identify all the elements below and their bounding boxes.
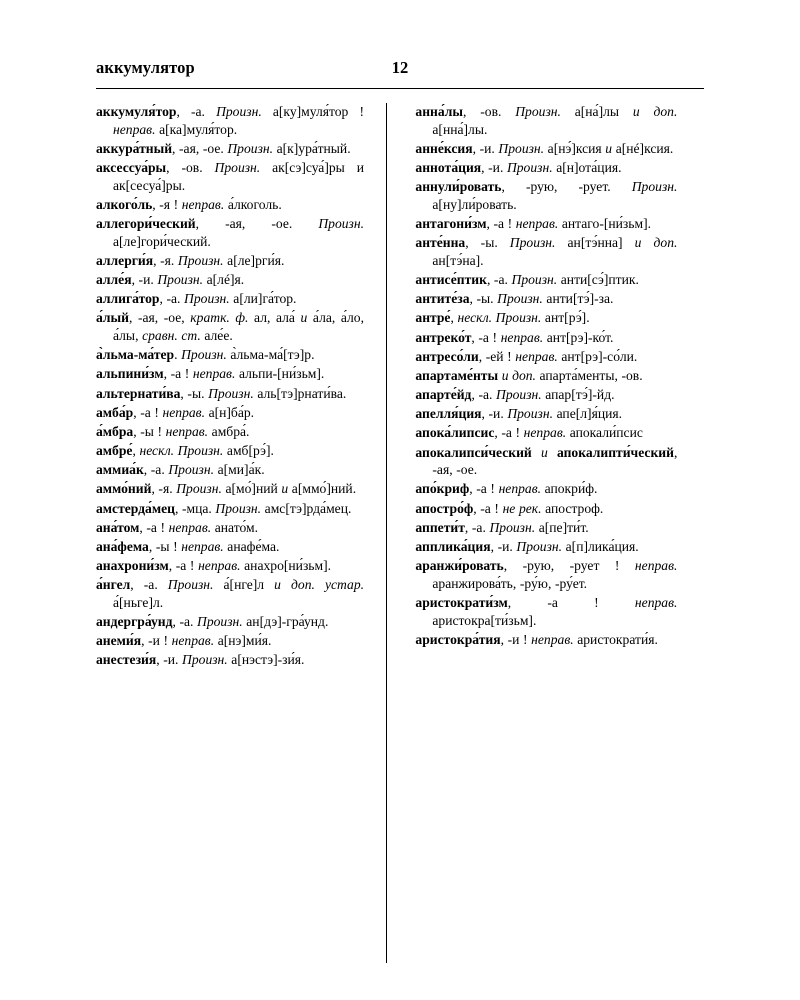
entry-headword: апарте́йд xyxy=(415,387,472,403)
entry-text: а[ммо́]ний. xyxy=(288,481,357,497)
entry-label: неправ. xyxy=(523,425,567,441)
entry-text: , -а ! xyxy=(168,558,199,574)
entry-text: а[к]ура́тный. xyxy=(273,140,351,156)
entry-text: , -ая, -ое. xyxy=(172,140,228,156)
entry-label: Произн. xyxy=(215,500,262,516)
entry-headword: анеми́я xyxy=(96,633,142,649)
dictionary-entry xyxy=(96,346,364,364)
entry-text: апарта́менты, -ов. xyxy=(535,367,643,383)
dictionary-entry xyxy=(96,632,364,650)
header-divider xyxy=(96,88,704,89)
entry-text: , -и. xyxy=(481,160,507,176)
entry-text: ант[рэ́]. xyxy=(541,310,590,326)
entry-text: ант[рэ]-со́ли. xyxy=(557,348,638,364)
entry-label: Произн. xyxy=(167,577,214,593)
entry-headword: антисе́птик xyxy=(415,272,487,288)
entry-text: , -и ! xyxy=(500,631,532,647)
entry-headword: аристократи́зм xyxy=(415,594,508,610)
dictionary-entry xyxy=(96,385,364,403)
entry-headword: анестези́я xyxy=(96,652,157,668)
dictionary-entry xyxy=(96,290,364,308)
entry-text: а[нна́]лы. xyxy=(432,121,488,137)
entry-label: Произн. xyxy=(177,252,224,268)
entry-text: а[ми]а́к. xyxy=(214,462,265,478)
dictionary-entry xyxy=(96,252,364,270)
dictionary-entry xyxy=(415,271,677,289)
entry-text: , -ая, -ое. xyxy=(195,216,319,232)
columns-container xyxy=(96,103,704,963)
entry-text: анафе́ма. xyxy=(223,538,280,554)
entry-text: , -ы ! xyxy=(133,423,166,439)
entry-text: а[мо́]ний xyxy=(221,481,282,497)
dictionary-entry xyxy=(96,576,364,611)
entry-text: аристокра[ти́зьм]. xyxy=(432,612,537,628)
entry-text: , -а ! xyxy=(473,500,503,516)
entry-text: , -ы. xyxy=(469,291,498,307)
entry-label: Произн. xyxy=(182,652,228,668)
page-number: 12 xyxy=(391,58,409,77)
entry-label: неправ. xyxy=(113,121,156,137)
entry-label: и доп. xyxy=(634,235,678,251)
entry-text: , -а. xyxy=(172,614,198,630)
entry-text: , -рую, -рует ! xyxy=(503,558,635,574)
entry-headword: аристокра́тия xyxy=(415,631,501,647)
entry-text: , -я ! xyxy=(152,196,182,212)
entry-headword: а́мбра xyxy=(96,423,134,439)
entry-text: антаго-[ни́зьм]. xyxy=(558,216,652,232)
dictionary-entry xyxy=(415,557,677,592)
entry-label: Произн. xyxy=(497,291,543,307)
entry-text: а[лé]я. xyxy=(203,272,245,288)
entry-text: ан[тэ́нна] xyxy=(555,235,635,251)
entry-label: Произн. xyxy=(318,216,364,232)
entry-text: , -а. xyxy=(176,104,217,119)
entry-text: , -а. xyxy=(471,387,497,403)
dictionary-entry xyxy=(96,423,364,441)
entry-label: и доп. устар. xyxy=(274,577,365,593)
entry-text: , -ы ! xyxy=(148,538,182,554)
entry-headword: аппети́т xyxy=(415,519,465,535)
entry-headword: апока́липсис xyxy=(415,425,495,441)
entry-label: не рек. xyxy=(502,500,542,516)
dictionary-entry xyxy=(96,309,364,344)
entry-text: , -ов. xyxy=(463,104,516,119)
column-left xyxy=(96,103,378,963)
entry-label: неправ. xyxy=(531,631,574,647)
entry-label: Произн. xyxy=(496,387,542,403)
entry-headword: апокалипти́ческий xyxy=(556,444,674,460)
entry-label: Произн. xyxy=(509,235,556,251)
entry-text: , -я. xyxy=(153,252,178,268)
dictionary-entry xyxy=(96,365,364,383)
entry-text: анато́м. xyxy=(211,519,259,535)
entry-text: альпи-[ни́зьм]. xyxy=(235,366,325,382)
entry-text: , -мца. xyxy=(174,500,216,516)
entry-text: але́е. xyxy=(200,328,233,344)
entry-label: неправ. xyxy=(192,366,236,382)
entry-label: Произн. xyxy=(631,179,678,195)
entry-label: Произн. xyxy=(516,538,563,554)
entry-text: аранжирова́ть, -ру́ю, -ру́ет. xyxy=(432,575,588,591)
entry-label: Произн. xyxy=(227,140,274,156)
entry-headword: анте́нна xyxy=(415,235,466,251)
entry-headword: аккура́тный xyxy=(96,140,173,156)
entry-text: а[ли]га́тор. xyxy=(229,291,297,307)
entry-text: амб[рэ́]. xyxy=(223,443,274,459)
entry-text: , -а ! xyxy=(469,481,499,497)
entry-label: и xyxy=(605,140,613,156)
entry-headword: а́нгел xyxy=(96,577,131,593)
dictionary-entry xyxy=(96,140,364,158)
entry-text xyxy=(532,445,541,460)
dictionary-entry xyxy=(415,386,677,404)
column-right xyxy=(395,103,677,963)
entry-text: а[ле]рги́я. xyxy=(223,252,285,268)
entry-label: Произн. xyxy=(495,310,542,326)
entry-label: и xyxy=(300,310,308,326)
dictionary-entry xyxy=(96,404,364,422)
entry-headword: анна́лы xyxy=(415,104,464,119)
entry-label: неправ. xyxy=(171,633,215,649)
entry-text: , -а ! xyxy=(494,425,524,441)
entry-headword: аранжи́ровать xyxy=(415,558,504,574)
entry-label: сравн. ст. xyxy=(142,328,201,344)
entry-text: , -а. xyxy=(143,462,169,478)
dictionary-entry xyxy=(415,159,677,177)
entry-text xyxy=(548,445,557,460)
entry-label: Произн. xyxy=(176,481,222,497)
entry-text: а́[нге]л xyxy=(213,577,275,593)
entry-text: апокри́ф. xyxy=(541,481,598,497)
entry-headword: альпини́зм xyxy=(96,366,164,382)
entry-text: , -ей ! xyxy=(478,348,516,364)
entry-label: Произн. xyxy=(181,347,227,363)
entry-text: а[нé]ксия. xyxy=(612,140,674,156)
dictionary-entry xyxy=(96,196,364,214)
entry-label: неправ. xyxy=(181,196,225,212)
entry-label: и доп. xyxy=(501,367,536,383)
entry-text: а[пе]ти́т. xyxy=(535,519,589,535)
entry-headword: анахрони́зм xyxy=(96,558,169,574)
entry-text: амбра́. xyxy=(208,423,250,439)
entry-headword: антреко́т xyxy=(415,329,472,345)
entry-headword: антагони́зм xyxy=(415,216,487,232)
entry-text: а[ле]гори́ческий. xyxy=(113,233,211,249)
dictionary-entry xyxy=(96,271,364,289)
dictionary-entry xyxy=(415,178,677,213)
entry-text: амс[тэ]рда́мец. xyxy=(261,500,352,516)
entry-text: , -а. xyxy=(464,519,490,535)
entry-text: а̀льма-ма́[тэ]р. xyxy=(226,347,315,363)
entry-text: , xyxy=(450,310,458,326)
entry-label: Произн. xyxy=(157,272,204,288)
entry-label: неправ. xyxy=(500,329,544,345)
entry-text: , xyxy=(132,443,140,459)
entry-text: , -и ! xyxy=(141,633,172,649)
entry-headword: аккумуля́тор xyxy=(96,104,177,119)
entry-label: нескл. xyxy=(139,443,175,459)
entry-text: ан[дэ]-гра́унд. xyxy=(242,614,329,630)
entry-label: Произн. xyxy=(197,614,243,630)
entry-headword: аллерги́я xyxy=(96,252,154,268)
dictionary-entry xyxy=(96,159,364,194)
entry-headword: антресо́ли xyxy=(415,348,479,364)
entry-text: а[нэстэ]-зи́я. xyxy=(227,652,305,668)
column-divider xyxy=(386,103,387,963)
dictionary-entry xyxy=(96,651,364,669)
entry-headword: апостро́ф xyxy=(415,500,474,516)
entry-text: а[н]ота́ция. xyxy=(552,160,622,176)
dictionary-entry xyxy=(96,500,364,518)
entry-label: неправ. xyxy=(165,423,209,439)
entry-text: а́[ньге]л. xyxy=(113,594,164,610)
dictionary-entry xyxy=(415,519,677,537)
entry-text: а́лкоголь. xyxy=(224,196,282,212)
entry-label: Произн. xyxy=(498,140,545,156)
entry-text: , -и. xyxy=(490,538,517,554)
dictionary-entry xyxy=(96,215,364,250)
dictionary-entry xyxy=(415,538,677,556)
entry-text: , -а ! xyxy=(471,329,501,345)
entry-text: ант[рэ]-ко́т. xyxy=(543,329,614,345)
dictionary-entry xyxy=(415,500,677,518)
entry-text: , -а ! xyxy=(163,366,193,382)
entry-text: . xyxy=(174,347,182,363)
entry-headword: апокалипси́ческий xyxy=(415,444,532,460)
entry-headword: андергра́унд xyxy=(96,614,173,630)
entry-label: Произн. xyxy=(184,291,230,307)
entry-headword: алле́я xyxy=(96,272,132,288)
entry-text: а[нэ]ми́я. xyxy=(214,633,272,649)
dictionary-entry xyxy=(415,480,677,498)
entry-label: неправ. xyxy=(634,594,678,610)
entry-headword: апо́криф xyxy=(415,481,470,497)
entry-headword: а́лый xyxy=(96,310,129,326)
dictionary-entry xyxy=(415,424,677,442)
entry-headword: амстерда́мец xyxy=(96,500,175,516)
dictionary-entry xyxy=(415,215,677,233)
entry-text: , -а ! xyxy=(139,519,169,535)
entry-text: апар[тэ́]-йд. xyxy=(541,387,615,403)
entry-text: аристократи́я. xyxy=(573,631,658,647)
entry-headword: аммиа́к xyxy=(96,462,144,478)
dictionary-entry xyxy=(415,329,677,347)
entry-text: анахро[ни́зьм]. xyxy=(240,558,332,574)
entry-text: а[н]ба́р. xyxy=(204,404,255,420)
dictionary-entry xyxy=(415,348,677,366)
entry-label: неправ. xyxy=(181,538,224,554)
entry-label: Произн. xyxy=(489,519,536,535)
entry-headword: ана́фема xyxy=(96,538,149,554)
entry-label: Произн. xyxy=(511,272,558,288)
entry-label: кратк. ф. xyxy=(190,310,249,326)
entry-label: неправ. xyxy=(515,216,559,232)
dictionary-entry xyxy=(96,519,364,537)
entry-headword: аллига́тор xyxy=(96,291,160,307)
entry-text: , -ая, -ое, xyxy=(129,310,191,326)
entry-text: анти[тэ́]-за. xyxy=(542,291,614,307)
entry-label: Произн. xyxy=(208,385,254,401)
entry-text: , -и. xyxy=(156,652,183,668)
entry-headword: антите́за xyxy=(415,291,470,307)
dictionary-entry xyxy=(96,461,364,479)
entry-text: , -а. xyxy=(159,291,185,307)
entry-text: , -а ! xyxy=(507,594,635,610)
entry-headword: аксессуа́ры xyxy=(96,160,167,176)
entry-text: а[на́]лы xyxy=(560,104,633,119)
dictionary-entry xyxy=(96,103,364,138)
dictionary-entry xyxy=(96,613,364,631)
entry-label: неправ. xyxy=(634,558,678,574)
entry-headword: аннота́ция xyxy=(415,160,482,176)
entry-text: , -ая, -ое. xyxy=(432,444,678,478)
entry-label: Произн. xyxy=(214,160,261,176)
entry-label: неправ. xyxy=(168,519,212,535)
entry-label: Произн. xyxy=(507,406,553,422)
entry-text: , -рую, -рует. xyxy=(501,179,632,195)
entry-text: а[п]лика́ция. xyxy=(562,538,639,554)
dictionary-entry xyxy=(415,103,677,138)
entry-text: , -и. xyxy=(131,272,158,288)
entry-text: , -я. xyxy=(151,481,177,497)
entry-headword: аллегори́ческий xyxy=(96,216,196,232)
entry-text: ал, ала́ xyxy=(248,310,301,326)
entry-label: Произн. xyxy=(216,104,262,119)
entry-text: , -а ! xyxy=(486,216,516,232)
dictionary-entry xyxy=(415,631,677,649)
entry-label: нескл. xyxy=(457,310,493,326)
entry-text: , -ы. xyxy=(180,385,209,401)
entry-text: , -ов. xyxy=(166,160,215,176)
entry-text: , -ы. xyxy=(465,235,510,251)
entry-headword: алкого́ль xyxy=(96,196,153,212)
entry-label: и xyxy=(281,481,289,497)
entry-headword: аннули́ровать xyxy=(415,179,502,195)
entry-text: а[ку]муля́тор ! xyxy=(261,104,364,119)
entry-label: и xyxy=(540,444,548,460)
entry-label: неправ. xyxy=(498,481,542,497)
entry-text: ан[тэ́на]. xyxy=(432,252,484,268)
dictionary-entry xyxy=(96,480,364,498)
entry-headword: амбре́ xyxy=(96,443,133,459)
entry-label: Произн. xyxy=(506,160,553,176)
entry-headword: а̀льма-ма́тер xyxy=(96,347,175,363)
entry-text: ак[сэ]суа́]ры и ак[сесуа́]ры. xyxy=(113,160,364,193)
entry-headword: антре́ xyxy=(415,310,451,326)
entry-headword: альтернати́ва xyxy=(96,385,181,401)
entry-text: а[ка]муля́тор. xyxy=(155,121,238,137)
entry-text: аль[тэ]рнати́ва. xyxy=(253,385,347,401)
entry-text: а́ла, а́ло, а́лы, xyxy=(113,310,364,344)
entry-label: неправ. xyxy=(515,348,558,364)
entry-text: , -и. xyxy=(472,140,499,156)
dictionary-entry xyxy=(415,594,677,629)
dictionary-entry xyxy=(96,557,364,575)
entry-headword: апартаме́нты xyxy=(415,367,499,383)
dictionary-entry xyxy=(96,442,364,460)
entry-text: , -и. xyxy=(481,406,508,422)
entry-label: Произн. xyxy=(177,443,224,459)
dictionary-entry xyxy=(415,367,677,385)
dictionary-entry xyxy=(96,538,364,556)
dictionary-entry xyxy=(415,234,677,269)
entry-headword: ана́том xyxy=(96,519,140,535)
entry-text: а[ну]ли́ровать. xyxy=(432,196,517,212)
running-head: аккумулятор xyxy=(96,58,195,77)
entry-text: апостроф. xyxy=(541,500,604,516)
entry-text: , -а. xyxy=(486,272,512,288)
entry-headword: амба́р xyxy=(96,404,134,420)
entry-headword: апелля́ция xyxy=(415,406,482,422)
entry-label: неправ. xyxy=(162,404,205,420)
entry-text: , -а. xyxy=(130,577,168,593)
dictionary-entry xyxy=(415,405,677,423)
entry-text: , -а ! xyxy=(133,404,163,420)
entry-label: Произн. xyxy=(515,104,561,119)
entry-headword: апплика́ция xyxy=(415,538,491,554)
entry-text: а[нэ́]ксия xyxy=(544,140,606,156)
dictionary-entry xyxy=(415,309,677,327)
entry-label: Произн. xyxy=(168,462,214,478)
entry-headword: аммо́ний xyxy=(96,481,152,497)
entry-text: апе[л]я́ция. xyxy=(552,406,623,422)
dictionary-entry xyxy=(415,290,677,308)
entry-text: анти[сэ́]птик. xyxy=(557,272,639,288)
dictionary-entry xyxy=(415,140,677,158)
entry-text: апокали́псис xyxy=(566,425,643,441)
page-header xyxy=(96,58,704,84)
dictionary-entry xyxy=(415,444,677,479)
entry-label: и доп. xyxy=(632,104,678,119)
entry-label: неправ. xyxy=(198,558,241,574)
entry-headword: анне́ксия xyxy=(415,140,473,156)
